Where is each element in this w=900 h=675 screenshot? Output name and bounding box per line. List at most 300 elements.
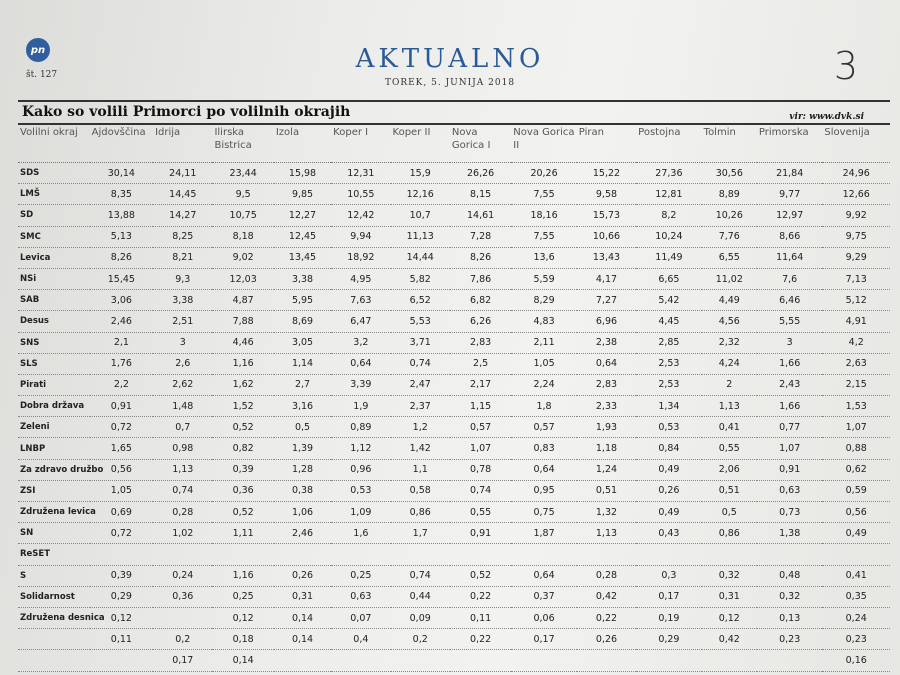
table-cell: 0,57 (511, 417, 577, 438)
table-cell: 0,64 (511, 459, 577, 480)
table-cell: 1,32 (577, 502, 636, 523)
table-cell: 9,75 (822, 226, 890, 247)
table-cell: 0,83 (511, 438, 577, 459)
issue-number: št. 127 (26, 70, 58, 80)
table-cell: 3,16 (274, 396, 331, 417)
table-row (18, 438, 890, 459)
page-number: 3 (833, 44, 858, 88)
column-header: Piran (577, 122, 636, 163)
publication-date: TOREK, 5. JUNIJA 2018 (384, 78, 516, 88)
table-cell: 0,91 (90, 396, 153, 417)
table-cell (274, 650, 331, 671)
table-cell: 0,58 (391, 480, 450, 501)
table-cell: 2,37 (391, 396, 450, 417)
table-cell (511, 650, 577, 671)
table-cell: 1,05 (90, 480, 153, 501)
table-cell (153, 544, 212, 565)
table-cell: 1,1 (391, 459, 450, 480)
table-cell: 0,77 (757, 417, 823, 438)
table-cell: 6,46 (757, 290, 823, 311)
table-cell: 11,02 (702, 268, 757, 289)
table-cell: 9,92 (822, 205, 890, 226)
table-cell: 23,44 (212, 163, 273, 184)
table-cell: 0,95 (511, 480, 577, 501)
table-cell: 0,63 (757, 480, 823, 501)
table-cell: 8,15 (450, 184, 511, 205)
party-name: Pirati (18, 374, 90, 395)
table-cell (757, 650, 823, 671)
table-cell: 0,31 (702, 586, 757, 607)
column-header: Nova Gorica I (450, 122, 511, 163)
table-cell: 11,13 (391, 226, 450, 247)
column-header: Koper I (331, 122, 390, 163)
table-cell: 27,36 (636, 163, 702, 184)
table-cell: 0,17 (511, 629, 577, 650)
column-header: Primorska (757, 122, 823, 163)
table-cell: 8,18 (212, 226, 273, 247)
newspaper-logo: pn (26, 38, 50, 62)
table-cell: 1,39 (274, 438, 331, 459)
table-cell: 1,16 (212, 353, 273, 374)
table-row (18, 163, 890, 184)
table-cell: 14,61 (450, 205, 511, 226)
table-cell: 1,14 (274, 353, 331, 374)
table-row (18, 650, 890, 671)
table-cell: 8,25 (153, 226, 212, 247)
table-cell: 3,38 (274, 268, 331, 289)
table-cell: 2,1 (90, 332, 153, 353)
table-cell: 2,46 (90, 311, 153, 332)
table-cell: 1,42 (391, 438, 450, 459)
table-cell: 2,06 (702, 459, 757, 480)
table-cell (212, 544, 273, 565)
table-cell: 9,29 (822, 247, 890, 268)
table-cell: 0,55 (450, 502, 511, 523)
table-cell: 0,88 (822, 438, 890, 459)
table-cell: 0,82 (212, 438, 273, 459)
table-cell: 5,42 (636, 290, 702, 311)
table-cell: 0,17 (636, 586, 702, 607)
table-cell: 2,11 (511, 332, 577, 353)
table-cell: 0,86 (702, 523, 757, 544)
table-cell: 1,13 (577, 523, 636, 544)
table-cell: 1,6 (331, 523, 390, 544)
table-cell: 9,77 (757, 184, 823, 205)
table-cell: 11,64 (757, 247, 823, 268)
table-cell: 0,29 (636, 629, 702, 650)
table-cell: 1,15 (450, 396, 511, 417)
table-cell: 1,62 (212, 374, 273, 395)
table-cell: 1,13 (702, 396, 757, 417)
party-name: ZSI (18, 480, 90, 501)
table-row (18, 374, 890, 395)
table-cell: 0,18 (212, 629, 273, 650)
table-cell: 2,53 (636, 374, 702, 395)
table-cell: 0,53 (636, 417, 702, 438)
table-row (18, 184, 890, 205)
table-cell: 1,7 (391, 523, 450, 544)
table-cell: 0,98 (153, 438, 212, 459)
table-cell: 2,85 (636, 332, 702, 353)
table-cell: 0,29 (90, 586, 153, 607)
table-cell: 5,12 (822, 290, 890, 311)
table-row (18, 523, 890, 544)
table-row (18, 353, 890, 374)
table-cell: 0,55 (702, 438, 757, 459)
table-cell (757, 544, 823, 565)
table-cell: 0,72 (90, 417, 153, 438)
table-cell: 0,42 (577, 586, 636, 607)
table-cell: 3,39 (331, 374, 390, 395)
table-cell: 0,48 (757, 565, 823, 586)
party-name: SAB (18, 290, 90, 311)
table-cell: 9,94 (331, 226, 390, 247)
party-name: Združena desnica (18, 607, 90, 628)
table-cell: 0,64 (511, 565, 577, 586)
party-name: Desus (18, 311, 90, 332)
table-cell: 6,96 (577, 311, 636, 332)
table-cell: 20,26 (511, 163, 577, 184)
table-cell: 0,91 (450, 523, 511, 544)
table-cell: 9,85 (274, 184, 331, 205)
table-row (18, 311, 890, 332)
table-cell: 0,52 (212, 502, 273, 523)
table-cell: 6,65 (636, 268, 702, 289)
table-cell: 13,6 (511, 247, 577, 268)
table-cell: 0,19 (636, 607, 702, 628)
table-cell: 15,45 (90, 268, 153, 289)
table-cell: 2 (702, 374, 757, 395)
table-cell: 8,21 (153, 247, 212, 268)
table-cell: 0,74 (391, 565, 450, 586)
table-cell: 1,16 (212, 565, 273, 586)
table-row (18, 565, 890, 586)
table-cell (702, 650, 757, 671)
table-cell: 9,3 (153, 268, 212, 289)
table-cell: 7,28 (450, 226, 511, 247)
table-cell: 0,53 (331, 480, 390, 501)
party-name: Solidarnost (18, 586, 90, 607)
table-cell: 0,3 (636, 565, 702, 586)
table-cell: 1,07 (757, 438, 823, 459)
table-cell (450, 650, 511, 671)
table-cell: 12,45 (274, 226, 331, 247)
party-name: S (18, 565, 90, 586)
table-row (18, 332, 890, 353)
table-cell: 2,62 (153, 374, 212, 395)
table-cell: 2,47 (391, 374, 450, 395)
table-cell: 0,63 (331, 586, 390, 607)
table-cell: 0,64 (331, 353, 390, 374)
table-cell: 0,25 (331, 565, 390, 586)
table-cell: 10,7 (391, 205, 450, 226)
table-cell: 0,22 (450, 629, 511, 650)
table-cell: 0,78 (450, 459, 511, 480)
table-cell: 2,2 (90, 374, 153, 395)
table-cell: 7,88 (212, 311, 273, 332)
column-header: Izola (274, 122, 331, 163)
table-cell: 10,24 (636, 226, 702, 247)
party-name: ReSET (18, 544, 90, 565)
party-name: Za zdravo družbo (18, 459, 90, 480)
table-cell: 2,15 (822, 374, 890, 395)
party-name: LMŠ (18, 184, 90, 205)
table-cell: 0,36 (212, 480, 273, 501)
results-table (18, 122, 890, 672)
table-row (18, 544, 890, 565)
table-cell: 15,9 (391, 163, 450, 184)
table-cell: 0,24 (822, 607, 890, 628)
table-cell: 0,5 (274, 417, 331, 438)
table-cell: 0,44 (391, 586, 450, 607)
table-cell: 4,87 (212, 290, 273, 311)
table-cell: 0,16 (822, 650, 890, 671)
table-cell: 0,35 (822, 586, 890, 607)
article-headline: Kako so volili Primorci po volilnih okrajih (22, 104, 351, 120)
party-name: SNS (18, 332, 90, 353)
table-cell: 1,48 (153, 396, 212, 417)
table-row (18, 629, 890, 650)
column-header-okraj: Volilni okraj (18, 122, 90, 163)
table-cell: 7,63 (331, 290, 390, 311)
column-header: Idrija (153, 122, 212, 163)
table-cell: 1,05 (511, 353, 577, 374)
table-cell: 1,9 (331, 396, 390, 417)
table-cell: 3 (757, 332, 823, 353)
table-cell: 1,07 (822, 417, 890, 438)
table-cell: 18,92 (331, 247, 390, 268)
party-name: SD (18, 205, 90, 226)
table-row (18, 226, 890, 247)
table-cell: 1,24 (577, 459, 636, 480)
table-cell: 1,13 (153, 459, 212, 480)
table-cell: 8,89 (702, 184, 757, 205)
party-name: SLS (18, 353, 90, 374)
table-cell: 0,86 (391, 502, 450, 523)
column-header: Ilirska Bistrica (212, 122, 273, 163)
column-header: Slovenija (822, 122, 890, 163)
table-cell: 4,56 (702, 311, 757, 332)
table-cell: 0,22 (450, 586, 511, 607)
table-cell: 0,14 (274, 629, 331, 650)
table-cell: 8,2 (636, 205, 702, 226)
table-cell: 8,29 (511, 290, 577, 311)
table-cell: 1,2 (391, 417, 450, 438)
table-cell: 8,35 (90, 184, 153, 205)
table-cell: 0,12 (702, 607, 757, 628)
table-cell: 24,11 (153, 163, 212, 184)
table-cell: 0,17 (153, 650, 212, 671)
table-cell: 4,91 (822, 311, 890, 332)
table-cell: 2,38 (577, 332, 636, 353)
column-header: Nova Gorica II (511, 122, 577, 163)
table-cell: 0,09 (391, 607, 450, 628)
table-cell: 1,65 (90, 438, 153, 459)
table-cell: 0,32 (757, 586, 823, 607)
table-cell: 7,27 (577, 290, 636, 311)
table-cell: 0,36 (153, 586, 212, 607)
table-cell: 0,56 (90, 459, 153, 480)
table-cell: 1,66 (757, 396, 823, 417)
table-cell: 0,75 (511, 502, 577, 523)
table-cell: 4,2 (822, 332, 890, 353)
column-header: Tolmin (702, 122, 757, 163)
table-cell: 0,84 (636, 438, 702, 459)
table-cell: 0,22 (577, 607, 636, 628)
table-cell: 0,91 (757, 459, 823, 480)
table-cell: 5,53 (391, 311, 450, 332)
table-cell: 12,03 (212, 268, 273, 289)
table-cell: 8,26 (450, 247, 511, 268)
column-header: Koper II (391, 122, 450, 163)
table-cell (577, 650, 636, 671)
table-row (18, 502, 890, 523)
table-cell: 0,69 (90, 502, 153, 523)
table-cell: 1,07 (450, 438, 511, 459)
table-cell: 0,14 (274, 607, 331, 628)
table-cell: 11,49 (636, 247, 702, 268)
table-cell: 4,49 (702, 290, 757, 311)
table-cell: 8,69 (274, 311, 331, 332)
table-cell: 2,46 (274, 523, 331, 544)
table-cell: 0,62 (822, 459, 890, 480)
table-cell: 10,66 (577, 226, 636, 247)
table-cell: 13,88 (90, 205, 153, 226)
table-cell (702, 544, 757, 565)
table-cell: 2,43 (757, 374, 823, 395)
party-name (18, 650, 90, 671)
table-cell: 9,5 (212, 184, 273, 205)
table-cell: 12,27 (274, 205, 331, 226)
table-cell: 1,28 (274, 459, 331, 480)
table-cell: 6,47 (331, 311, 390, 332)
table-cell: 6,26 (450, 311, 511, 332)
table-cell: 0,7 (153, 417, 212, 438)
table-cell: 1,93 (577, 417, 636, 438)
table-cell: 1,66 (757, 353, 823, 374)
table-cell: 3,05 (274, 332, 331, 353)
table-cell: 0,96 (331, 459, 390, 480)
source-credit: vir: www.dvk.si (789, 112, 864, 122)
table-cell: 14,45 (153, 184, 212, 205)
table-cell: 0,28 (153, 502, 212, 523)
table-cell: 0,2 (153, 629, 212, 650)
table-cell: 0,24 (153, 565, 212, 586)
table-cell (153, 607, 212, 628)
table-cell: 0,26 (577, 629, 636, 650)
table-cell: 0,56 (822, 502, 890, 523)
table-cell: 0,42 (702, 629, 757, 650)
table-cell: 1,87 (511, 523, 577, 544)
table-cell: 9,58 (577, 184, 636, 205)
table-cell: 0,52 (450, 565, 511, 586)
table-cell: 4,17 (577, 268, 636, 289)
table-cell: 30,56 (702, 163, 757, 184)
table-cell: 0,52 (212, 417, 273, 438)
party-name (18, 629, 90, 650)
table-cell: 8,26 (90, 247, 153, 268)
table-cell: 0,39 (212, 459, 273, 480)
table-cell: 2,83 (577, 374, 636, 395)
table-cell: 0,28 (577, 565, 636, 586)
table-cell: 2,83 (450, 332, 511, 353)
table-row (18, 417, 890, 438)
table-cell: 6,82 (450, 290, 511, 311)
party-name: Levica (18, 247, 90, 268)
table-cell: 1,09 (331, 502, 390, 523)
table-row (18, 396, 890, 417)
table-cell: 12,81 (636, 184, 702, 205)
table-cell: 0,57 (450, 417, 511, 438)
table-cell: 15,73 (577, 205, 636, 226)
table-row (18, 290, 890, 311)
table-cell: 0,25 (212, 586, 273, 607)
table-cell: 9,02 (212, 247, 273, 268)
table-cell: 24,96 (822, 163, 890, 184)
table-cell (511, 544, 577, 565)
table-cell: 5,59 (511, 268, 577, 289)
table-cell: 7,6 (757, 268, 823, 289)
table-row (18, 459, 890, 480)
table-cell (331, 544, 390, 565)
table-cell: 7,55 (511, 184, 577, 205)
table-cell: 4,83 (511, 311, 577, 332)
table-cell: 0,43 (636, 523, 702, 544)
table-cell: 0,26 (274, 565, 331, 586)
table-row (18, 480, 890, 501)
table-body (18, 163, 890, 672)
table-cell: 7,13 (822, 268, 890, 289)
table-cell: 6,52 (391, 290, 450, 311)
table-cell: 0,49 (636, 459, 702, 480)
table-cell: 0,74 (391, 353, 450, 374)
table-cell: 12,42 (331, 205, 390, 226)
table-cell: 13,45 (274, 247, 331, 268)
table-cell: 15,98 (274, 163, 331, 184)
table-cell: 0,49 (636, 502, 702, 523)
table-cell (636, 544, 702, 565)
table-cell: 0,26 (636, 480, 702, 501)
table-cell: 0,37 (511, 586, 577, 607)
table-cell: 0,14 (212, 650, 273, 671)
table-cell: 2,5 (450, 353, 511, 374)
table-cell: 0,89 (331, 417, 390, 438)
party-name: LNBP (18, 438, 90, 459)
party-name: Zeleni (18, 417, 90, 438)
table-cell: 0,2 (391, 629, 450, 650)
table-cell: 0,4 (331, 629, 390, 650)
table-cell: 1,53 (822, 396, 890, 417)
party-name: SDS (18, 163, 90, 184)
table-cell: 3,2 (331, 332, 390, 353)
table-cell: 0,32 (702, 565, 757, 586)
table-cell: 1,02 (153, 523, 212, 544)
table-row (18, 607, 890, 628)
header-rule (18, 100, 890, 102)
table-cell: 1,06 (274, 502, 331, 523)
table-cell: 0,74 (153, 480, 212, 501)
table-cell: 1,12 (331, 438, 390, 459)
party-name: NSi (18, 268, 90, 289)
table-cell (391, 544, 450, 565)
table-cell: 0,31 (274, 586, 331, 607)
table-cell: 7,76 (702, 226, 757, 247)
table-cell: 5,95 (274, 290, 331, 311)
table-cell: 1,18 (577, 438, 636, 459)
table-cell (450, 544, 511, 565)
table-cell: 3,38 (153, 290, 212, 311)
table-cell: 5,55 (757, 311, 823, 332)
